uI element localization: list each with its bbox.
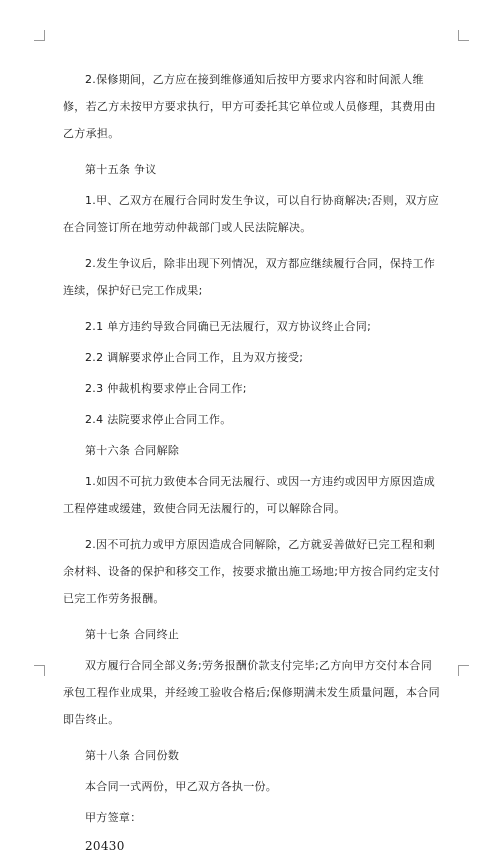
clause-2-2: 2.2 调解要求停止合同工作，且为双方接受; [85, 351, 304, 364]
paragraph-copies: 本合同一式两份，甲乙双方各执一份。 [85, 780, 278, 793]
paragraph-warranty-repair: 2.保修期间，乙方应在接到维修通知后按甲方要求内容和时间派人维修，若乙方未按甲方要求执行，甲方可委托其它单位或人员修理，其费用由乙方承担。 [63, 73, 436, 140]
crop-mark-top-left [34, 30, 45, 41]
paragraph-termination-force-majeure: 1.如因不可抗力致使本合同无法履行、或因一方违约或因甲方原因造成工程停建或缓建，致使合同无法履行的，可以解除合同。 [63, 475, 436, 515]
heading-article-15: 第十五条 争议 [85, 163, 157, 176]
crop-mark-top-right [458, 30, 469, 41]
clause-2-4: 2.4 法院要求停止合同工作。 [85, 413, 232, 426]
paragraph-contract-end: 双方履行合同全部义务;劳务报酬价款支付完毕;乙方向甲方交付本合同承包工程作业成果，并经竣工验收合格后;保修期满未发生质量问题，本合同即告终止。 [63, 659, 440, 726]
heading-article-16: 第十六条 合同解除 [85, 444, 180, 457]
clause-2-1: 2.1 单方违约导致合同确已无法履行，双方协议终止合同; [85, 320, 372, 333]
heading-article-18: 第十八条 合同份数 [85, 749, 180, 762]
crop-mark-bottom-left [34, 665, 45, 676]
heading-article-17: 第十七条 合同终止 [85, 628, 180, 641]
paragraph-continue-performance: 2.发生争议后，除非出现下列情况，双方都应继续履行合同，保持工作连续，保护好已完工作成果; [63, 257, 436, 297]
document-code: 20430 [85, 839, 125, 853]
clause-2-3: 2.3 仲裁机构要求停止合同工作; [85, 382, 247, 395]
paragraph-termination-handover: 2.因不可抗力或甲方原因造成合同解除，乙方就妥善做好已完工程和剩余材料、设备的保护和移交工作，按要求撤出施工场地;甲方按合同约定支付已完工作劳务报酬。 [63, 538, 440, 605]
party-a-signature-label: 甲方签章： [85, 811, 142, 824]
document-body [63, 66, 443, 860]
paragraph-dispute-resolution: 1.甲、乙双方在履行合同时发生争议，可以自行协商解决;否则，双方应在合同签订所在地劳动仲裁部门或人民法院解决。 [63, 194, 440, 234]
crop-mark-bottom-right [458, 665, 469, 676]
